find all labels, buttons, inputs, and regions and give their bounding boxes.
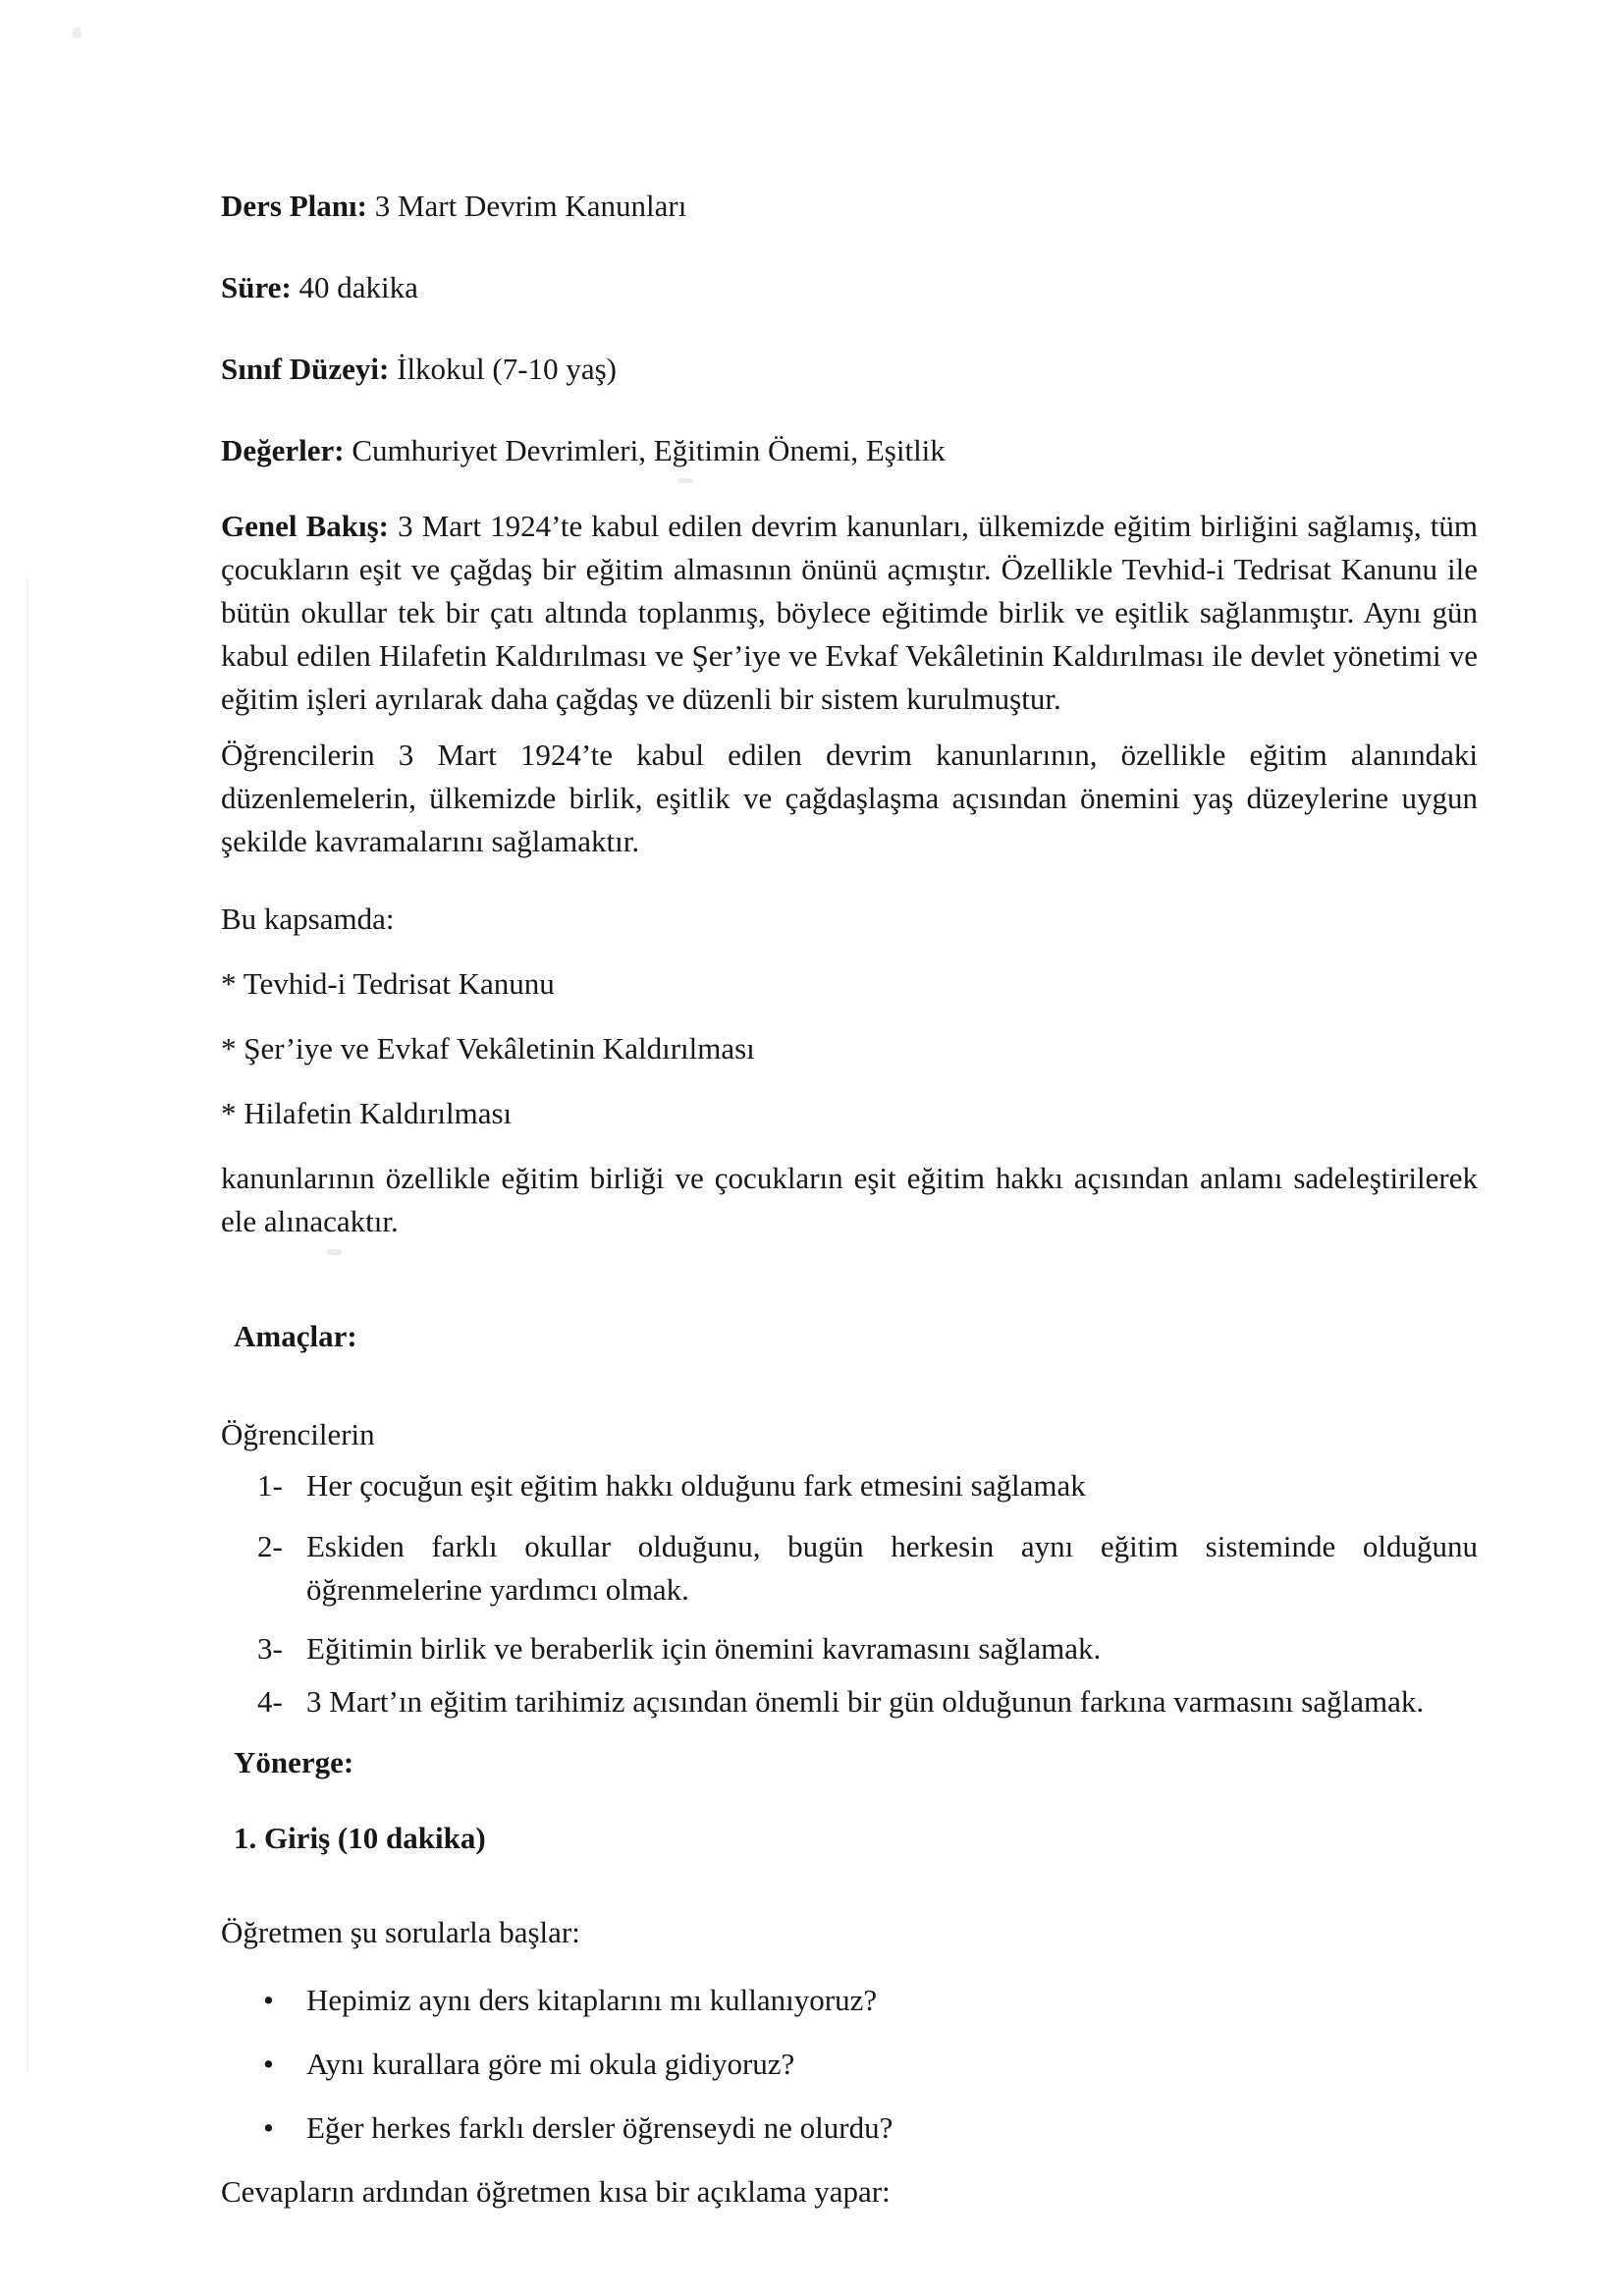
goal-item [221,1680,1478,1723]
goal-text: Her çocuğun eşit eğitim hakkı olduğunu fark etmesini sağlamak [306,1468,1086,1503]
title-line [221,185,1478,228]
goal-text: 3 Mart’ın eğitim tarihimiz açısından önemli bir gün olduğunun farkına varmasını sağlamak. [306,1684,1425,1719]
goal-item [221,1525,1478,1612]
scope-intro-line: Bu kapsamda: [221,902,395,936]
scope-outro-paragraph: kanunlarının özellikle eğitim birliği ve çocukların eşit eğitim hakkı açısından anlamı sadeleştirilerek ele alınacaktır. [221,1161,1478,1238]
law-item: * Tevhid-i Tedrisat Kanunu [221,966,555,1001]
goal-number: 2- [257,1529,283,1563]
goal-number: 3- [257,1631,283,1666]
goal-text: Eskiden farklı okullar olduğunu, bugün herkesin aynı eğitim sisteminde olduğunu öğrenmelerine yardımcı olmak. [306,1529,1478,1607]
question-text: Aynı kurallara göre mi okula gidiyoruz? [306,2047,795,2081]
duration-value: 40 dakika [291,270,418,304]
overview-paragraph [221,505,1478,721]
goal-number: 1- [257,1468,283,1503]
grade-level-value: İlkokul (7-10 yaş) [389,352,617,386]
directive-heading: Yönerge: [234,1745,354,1779]
section1-heading: 1. Giriş (10 dakika) [234,1821,486,1855]
title-value: 3 Mart Devrim Kanunları [366,189,687,223]
bullet-marker: • [263,2110,274,2145]
grade-level-label: Sınıf Düzeyi: [221,352,390,386]
law-item: * Hilafetin Kaldırılması [221,1096,513,1130]
values-line [221,429,1478,472]
duration-line [221,266,1478,309]
question-item [221,1979,1478,2022]
bullet-marker: • [263,2047,274,2081]
title-label: Ders Planı: [221,189,367,223]
goals-heading: Amaçlar: [234,1319,357,1353]
question-text: Eğer herkes farklı dersler öğrenseydi ne olurdu? [306,2110,893,2145]
question-text: Hepimiz aynı ders kitaplarını mı kullanıyoruz? [306,1983,878,2017]
law-item: * Şer’iye ve Evkaf Vekâletinin Kaldırılması [221,1031,755,1066]
overview-text: 3 Mart 1924’te kabul edilen devrim kanunları, ülkemizde eğitim birliğini sağlamış, tüm çocukların eşit ve çağdaş bir eğitim almasının önünü açmıştır. Özellikle Tevhid-i Tedrisat Kanunu ile bütün okullar tek bir çatı altında toplanmış, böylece eğitimde birlik ve eşitlik sağlanmıştır. Aynı gün kabul edilen Hilafetin Kaldırılması ve Şer’iye ve Evkaf Vekâletinin Kaldırılması ile devlet yönetimi ve eğitim işleri ayrılarak daha çağdaş ve düzenli bir sistem kurulmuştur. [221,509,1479,716]
question-item [221,2043,1478,2086]
duration-label: Süre: [221,270,292,304]
bullet-marker: • [263,1983,274,2017]
teacher-intro-line: Öğretmen şu sorularla başlar: [221,1915,580,1949]
values-label: Değerler: [221,433,345,467]
goal-item [221,1464,1478,1507]
overview-label: Genel Bakış: [221,509,390,543]
grade-level-line [221,348,1478,391]
goal-number: 4- [257,1684,283,1719]
purpose-paragraph: Öğrencilerin 3 Mart 1924’te kabul edilen devrim kanunlarının, özellikle eğitim alanındaki düzenlemelerin, ülkemizde birlik, eşitlik ve çağdaşlaşma açısından önemini yaş düzeylerine uygun şekilde kavramalarını sağlamaktır. [221,738,1478,858]
answers-note-line: Cevapların ardından öğretmen kısa bir açıklama yapar: [221,2174,891,2209]
question-item [221,2106,1478,2150]
goal-text: Eğitimin birlik ve beraberlik için önemini kavramasını sağlamak. [306,1631,1102,1666]
values-value: Cumhuriyet Devrimleri, Eğitimin Önemi, Eşitlik [344,433,946,467]
goal-item [221,1627,1478,1670]
goals-intro-line: Öğrencilerin [221,1417,375,1451]
